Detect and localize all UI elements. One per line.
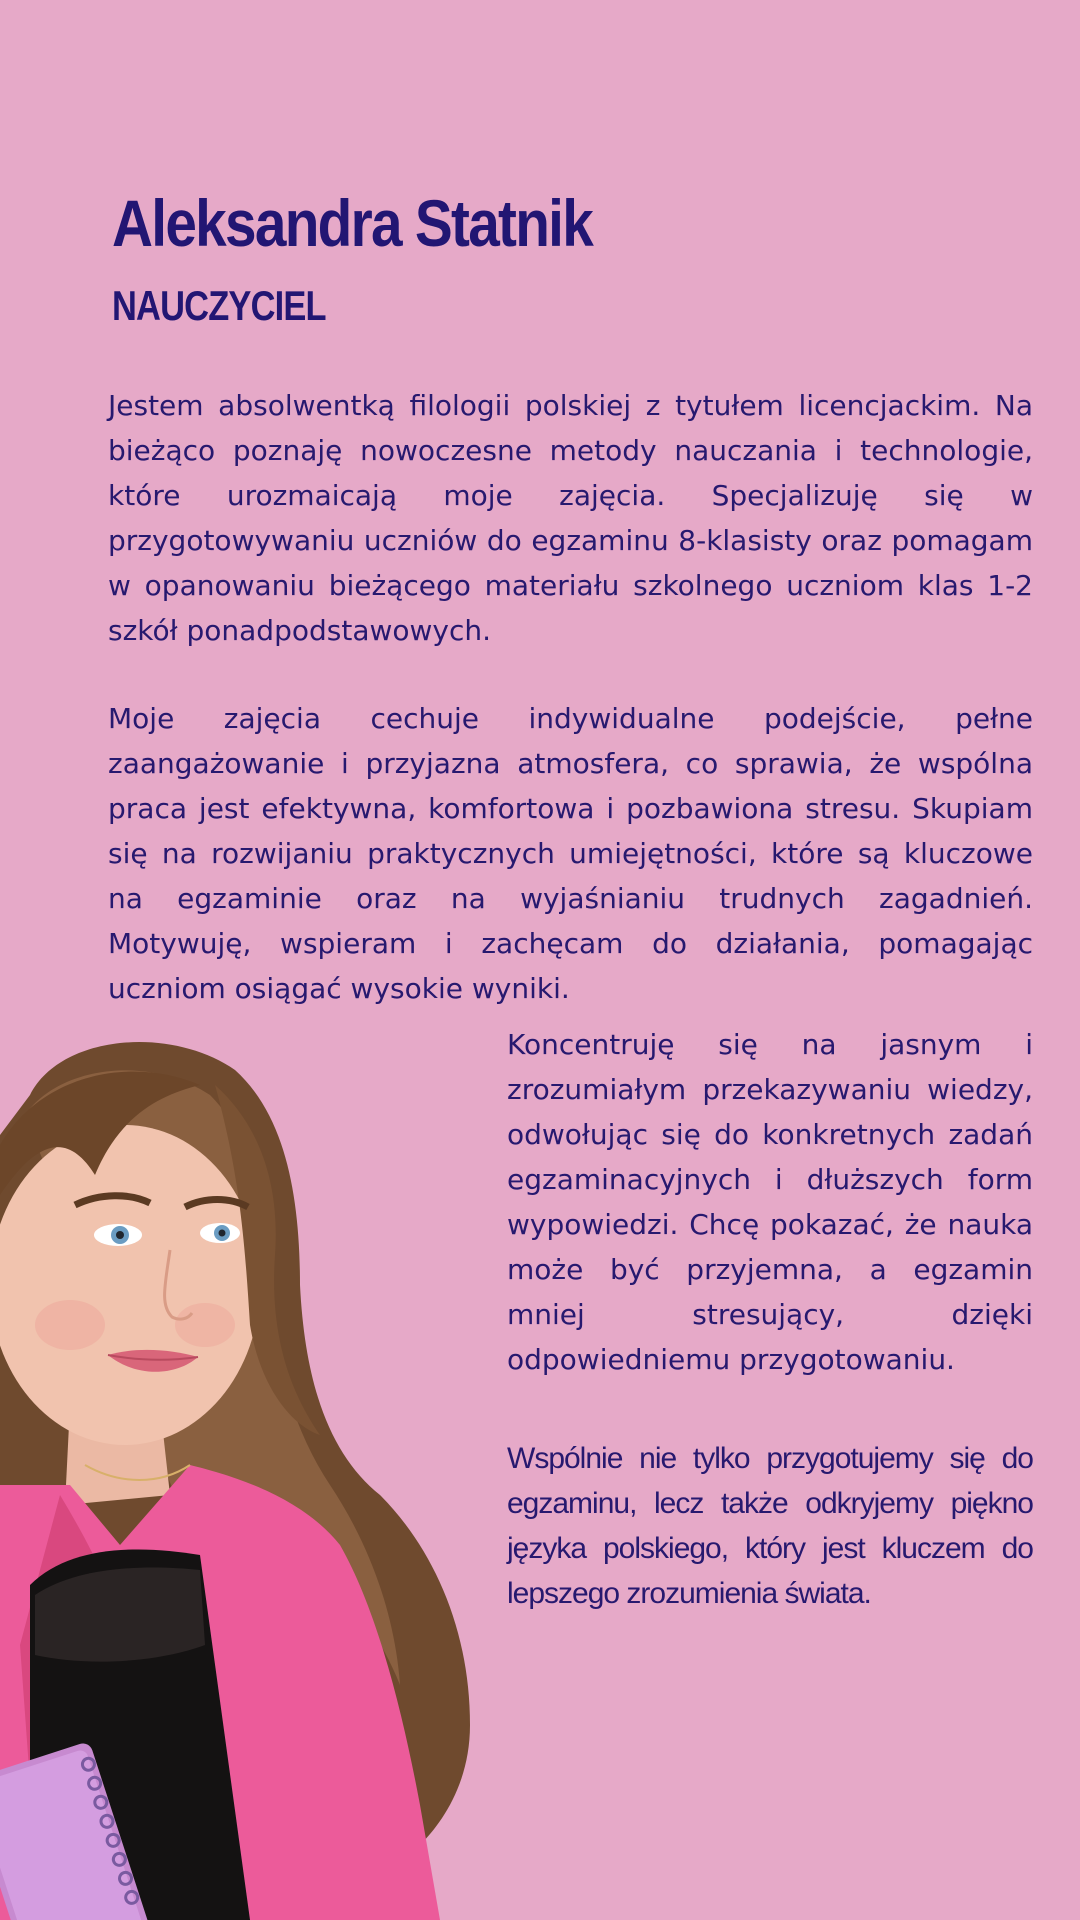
bio-paragraph-approach: Moje zajęcia cechuje indywidualne podejście, pełne zaangażowanie i przyjazna atmosfera, co sprawia, że wspólna praca jest efektywna, komfortowa i pozbawiona stresu. Skupiam się na rozwijaniu praktycznych umiejętności, które są kluczowe na egzaminie oraz na wyjaśnianiu trudnych zagadnień. Motywuję, wspieram i zachęcam do działania, pomagając uczniom osiągać wysokie wyniki. — [108, 702, 1033, 1005]
bio-paragraph-method: Koncentruję się na jasnym i zrozumiałym przekazywaniu wiedzy, odwołując się do konkretnych zadań egzaminacyjnych i dłuższych form wypowiedzi. Chcę pokazać, że nauka może być przyjemna, a egzamin mniej stresujący, dzięki odpowiedniemu przygotowaniu. — [507, 1028, 1033, 1376]
teacher-portrait — [0, 1025, 540, 1920]
teacher-role: NAUCZYCIEL — [112, 282, 326, 329]
teacher-name: Aleksandra Statnik — [112, 186, 593, 260]
bio-paragraph-education: Jestem absolwentką filologii polskiej z tytułem licencjackim. Na bieżąco poznaję nowoczesne metody nauczania i technologie, które urozmaicają moje zajęcia. Specjalizuję się w przygotowywaniu uczniów do egzaminu 8-klasisty oraz pomagam w opanowaniu bieżącego materiału szkolnego uczniom klas 1-2 szkół ponadpodstawowych. — [108, 389, 1033, 647]
bio-paragraph-closing: Wspólnie nie tylko przygotujemy się do egzaminu, lecz także odkryjemy piękno języka polskiego, który jest kluczem do lepszego zrozumienia świata. — [507, 1442, 1033, 1610]
